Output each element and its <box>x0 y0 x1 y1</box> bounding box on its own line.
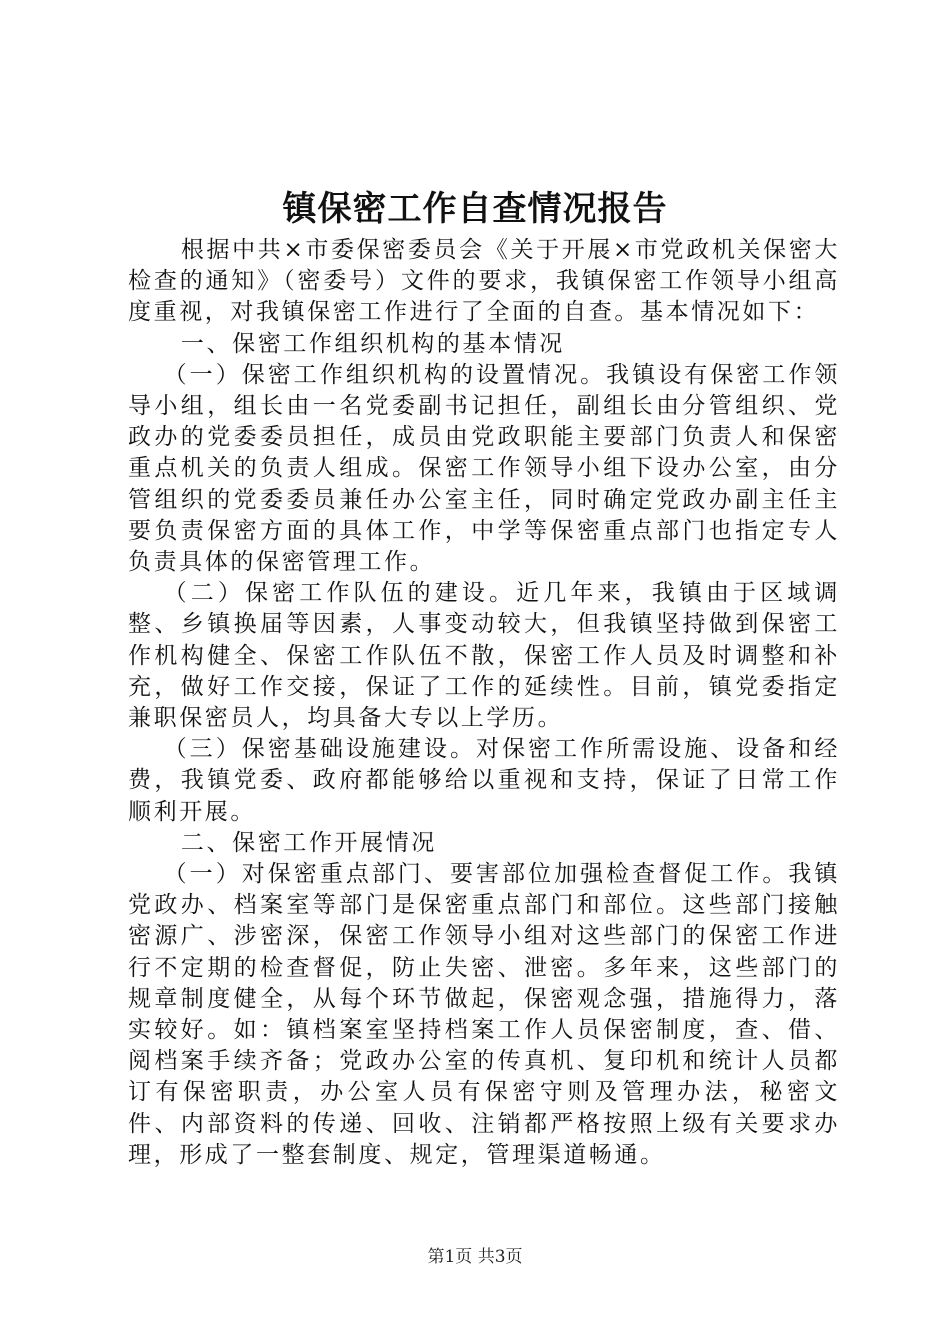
section-heading-2: 二、保密工作开展情况 <box>180 829 437 856</box>
section-heading-1: 一、保密工作组织机构的基本情况 <box>180 330 565 357</box>
paragraph-2-1: （一）对保密重点部门、要害部位加强检查督促工作。我镇党政办、档案室等部门是保密重点部门和部位。这些部门接触密源广、涉密深，保密工作领导小组对这些部门的保密工作进行不定期的检查督促，防止失密、泄密。多年来，这些部门的规章制度健全，从每个环节做起，保密观念强，措施得力，落实较好。如：镇档案室坚持档案工作人员保密制度，查、借、阅档案手续齐备；党政办公室的传真机、复印机和统计人员都订有保密职责，办公室人员有保密守则及管理办法，秘密文件、内部资料的传递、回收、注销都严格按照上级有关要求办理，形成了一整套制度、规定，管理渠道畅通。 <box>128 861 840 1168</box>
document-title: 镇保密工作自查情况报告 <box>282 189 668 229</box>
paragraph-intro: 根据中共×市委保密委员会《关于开展×市党政机关保密大检查的通知》（密委号）文件的要求，我镇保密工作领导小组高度重视，对我镇保密工作进行了全面的自查。基本情况如下： <box>128 237 840 326</box>
paragraph-1-3: （三）保密基础设施建设。对保密工作所需设施、设备和经费，我镇党委、政府都能够给以重视和支持，保证了日常工作顺利开展。 <box>128 736 840 825</box>
page-footer: 第1页 共3页 <box>427 1247 523 1267</box>
paragraph-1-2: （二）保密工作队伍的建设。近几年来，我镇由于区域调整、乡镇换届等因素，人事变动较大，但我镇坚持做到保密工作机构健全、保密工作队伍不散，保密工作人员及时调整和补充，做好工作交接，保证了工作的延续性。目前，镇党委指定兼职保密员人，均具备大专以上学历。 <box>128 580 840 732</box>
paragraph-1-1: （一）保密工作组织机构的设置情况。我镇设有保密工作领导小组，组长由一名党委副书记担任，副组长由分管组织、党政办的党委委员担任，成员由党政职能主要部门负责人和保密重点机关的负责人组成。保密工作领导小组下设办公室，由分管组织的党委委员兼任办公室主任，同时确定党政办副主任主要负责保密方面的具体工作，中学等保密重点部门也指定专人负责具体的保密管理工作。 <box>128 361 840 576</box>
document-body <box>128 235 840 1171</box>
